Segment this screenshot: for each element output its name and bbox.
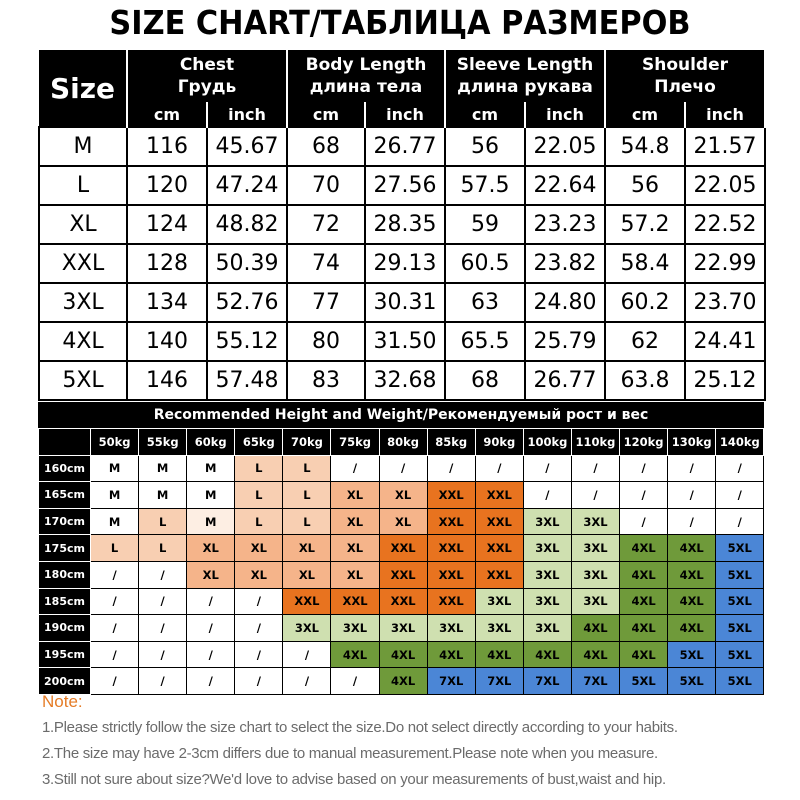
size-recommendation-cell: 4XL	[668, 561, 716, 588]
size-recommendation-cell: 5XL	[716, 615, 764, 642]
measurement-cell: 83	[287, 361, 365, 400]
height-header: 200cm	[39, 668, 91, 695]
unit-header: cm	[605, 102, 685, 127]
measurement-cell: 21.57	[685, 127, 765, 166]
measurement-cell: 60.5	[445, 244, 525, 283]
size-recommendation-cell: L	[235, 455, 283, 482]
size-recommendation-cell: XXL	[475, 508, 523, 535]
size-recommendation-cell: XL	[235, 561, 283, 588]
measurement-cell: 60.2	[605, 283, 685, 322]
size-label: 4XL	[39, 322, 127, 361]
height-row	[39, 455, 764, 482]
size-label: 5XL	[39, 361, 127, 400]
size-recommendation-cell: XXL	[427, 561, 475, 588]
size-row	[39, 361, 765, 400]
measurement-cell: 128	[127, 244, 207, 283]
size-recommendation-cell: /	[235, 668, 283, 695]
size-recommendation-cell: 3XL	[379, 615, 427, 642]
measurement-cell: 70	[287, 166, 365, 205]
measurement-cell: 124	[127, 205, 207, 244]
weight-header: 55kg	[139, 429, 187, 456]
weight-header: 70kg	[283, 429, 331, 456]
size-recommendation-cell: L	[235, 482, 283, 509]
measurement-cell: 68	[287, 127, 365, 166]
height-header: 175cm	[39, 535, 91, 562]
size-recommendation-cell: XXL	[379, 535, 427, 562]
size-recommendation-cell: 4XL	[427, 641, 475, 668]
size-recommendation-cell: /	[139, 615, 187, 642]
size-recommendation-cell: XXL	[379, 561, 427, 588]
size-recommendation-cell: 4XL	[331, 641, 379, 668]
size-recommendation-cell: 3XL	[523, 561, 571, 588]
size-recommendation-cell: L	[283, 508, 331, 535]
measurement-cell: 56	[445, 127, 525, 166]
unit-header: cm	[445, 102, 525, 127]
size-recommendation-cell: /	[91, 588, 139, 615]
height-row	[39, 535, 764, 562]
measurement-cell: 23.70	[685, 283, 765, 322]
size-recommendation-cell: /	[235, 588, 283, 615]
size-recommendation-cell: /	[91, 668, 139, 695]
size-row	[39, 283, 765, 322]
size-recommendation-cell: /	[331, 455, 379, 482]
size-recommendation-cell: /	[668, 482, 716, 509]
corner-cell	[39, 429, 91, 456]
measurement-cell: 30.31	[365, 283, 445, 322]
note-line-3: 3.Still not sure about size?We'd love to advise based on your measurements of bust,waist and hip.	[42, 771, 666, 788]
size-row	[39, 322, 765, 361]
size-recommendation-cell: XXL	[475, 561, 523, 588]
measurement-cell: 57.5	[445, 166, 525, 205]
size-recommendation-cell: /	[668, 455, 716, 482]
unit-header: inch	[365, 102, 445, 127]
note-line-1: 1.Please strictly follow the size chart to select the size.Do not select directly according to your habits.	[42, 719, 678, 736]
weight-header: 50kg	[91, 429, 139, 456]
size-recommendation-cell: /	[427, 455, 475, 482]
measurement-cell: 146	[127, 361, 207, 400]
size-row	[39, 127, 765, 166]
size-recommendation-cell: XL	[331, 508, 379, 535]
size-recommendation-cell: 3XL	[523, 588, 571, 615]
unit-header: inch	[207, 102, 287, 127]
measurement-cell: 25.79	[525, 322, 605, 361]
unit-header: inch	[685, 102, 765, 127]
size-recommendation-cell: 5XL	[716, 668, 764, 695]
size-label: L	[39, 166, 127, 205]
size-recommendation-cell: M	[91, 482, 139, 509]
measurement-cell: 57.2	[605, 205, 685, 244]
measurement-cell: 74	[287, 244, 365, 283]
measurement-cell: 52.76	[207, 283, 287, 322]
size-recommendation-cell: 4XL	[620, 561, 668, 588]
size-recommendation-cell: 4XL	[571, 641, 619, 668]
size-recommendation-cell: /	[187, 641, 235, 668]
measurement-cell: 28.35	[365, 205, 445, 244]
size-recommendation-cell: XXL	[427, 508, 475, 535]
size-recommendation-cell: XXL	[331, 588, 379, 615]
size-recommendation-cell: 3XL	[475, 588, 523, 615]
measurement-cell: 23.23	[525, 205, 605, 244]
size-chart-table	[38, 50, 766, 401]
size-recommendation-cell: XL	[283, 535, 331, 562]
measurement-cell: 48.82	[207, 205, 287, 244]
size-recommendation-cell: /	[91, 641, 139, 668]
size-recommendation-cell: /	[331, 668, 379, 695]
size-recommendation-cell: /	[283, 641, 331, 668]
weight-header: 90kg	[475, 429, 523, 456]
size-recommendation-cell: /	[139, 668, 187, 695]
size-recommendation-cell: M	[139, 482, 187, 509]
size-recommendation-cell: 3XL	[523, 508, 571, 535]
size-recommendation-cell: 5XL	[668, 668, 716, 695]
size-recommendation-cell: 3XL	[571, 535, 619, 562]
size-recommendation-cell: 4XL	[379, 641, 427, 668]
measurement-cell: 23.82	[525, 244, 605, 283]
size-recommendation-cell: /	[620, 455, 668, 482]
measurement-cell: 57.48	[207, 361, 287, 400]
measurement-cell: 50.39	[207, 244, 287, 283]
size-recommendation-cell: /	[379, 455, 427, 482]
size-row	[39, 205, 765, 244]
size-recommendation-cell: 3XL	[283, 615, 331, 642]
size-recommendation-cell: /	[91, 561, 139, 588]
size-recommendation-cell: XL	[283, 561, 331, 588]
size-column-header: Size	[39, 50, 127, 127]
size-recommendation-cell: 4XL	[620, 615, 668, 642]
measurement-cell: 59	[445, 205, 525, 244]
size-recommendation-cell: L	[283, 482, 331, 509]
measurement-cell: 25.12	[685, 361, 765, 400]
measurement-cell: 27.56	[365, 166, 445, 205]
size-recommendation-cell: 4XL	[620, 641, 668, 668]
size-recommendation-cell: XXL	[475, 535, 523, 562]
size-recommendation-cell: /	[475, 455, 523, 482]
size-recommendation-cell: /	[139, 561, 187, 588]
measurement-cell: 80	[287, 322, 365, 361]
size-row	[39, 166, 765, 205]
size-recommendation-cell: /	[620, 482, 668, 509]
size-recommendation-cell: /	[283, 668, 331, 695]
size-recommendation-cell: /	[235, 615, 283, 642]
size-recommendation-cell: 4XL	[620, 535, 668, 562]
size-recommendation-cell: 5XL	[716, 588, 764, 615]
weight-header: 80kg	[379, 429, 427, 456]
size-recommendation-cell: XXL	[427, 535, 475, 562]
measurement-cell: 26.77	[365, 127, 445, 166]
size-recommendation-cell: /	[716, 455, 764, 482]
weight-header: 130kg	[668, 429, 716, 456]
height-row	[39, 615, 764, 642]
height-header: 190cm	[39, 615, 91, 642]
height-row	[39, 668, 764, 695]
size-recommendation-cell: M	[91, 508, 139, 535]
size-recommendation-cell: XL	[187, 535, 235, 562]
size-recommendation-cell: /	[716, 482, 764, 509]
notes-section	[42, 692, 782, 790]
size-recommendation-cell: M	[187, 508, 235, 535]
measurement-cell: 62	[605, 322, 685, 361]
size-recommendation-cell: /	[523, 482, 571, 509]
height-header: 195cm	[39, 641, 91, 668]
page-title: SIZE CHART/ТАБЛИЦА РАЗМЕРОВ	[109, 3, 691, 42]
measurement-cell: 22.52	[685, 205, 765, 244]
size-recommendation-cell: M	[187, 482, 235, 509]
size-label: XXL	[39, 244, 127, 283]
size-recommendation-cell: 3XL	[475, 615, 523, 642]
weight-header: 120kg	[620, 429, 668, 456]
size-recommendation-cell: 4XL	[668, 615, 716, 642]
size-recommendation-cell: /	[235, 641, 283, 668]
measurement-cell: 29.13	[365, 244, 445, 283]
size-recommendation-cell: L	[139, 535, 187, 562]
measurement-cell: 65.5	[445, 322, 525, 361]
size-recommendation-cell: 7XL	[523, 668, 571, 695]
unit-header: inch	[525, 102, 605, 127]
size-recommendation-cell: /	[571, 455, 619, 482]
measurement-cell: 54.8	[605, 127, 685, 166]
size-recommendation-cell: 3XL	[571, 561, 619, 588]
shoulder-header: Shoulder Плечо	[605, 50, 765, 102]
size-recommendation-cell: 3XL	[427, 615, 475, 642]
size-recommendation-cell: 4XL	[620, 588, 668, 615]
recommendation-table	[38, 428, 764, 695]
measurement-cell: 26.77	[525, 361, 605, 400]
measurement-cell: 68	[445, 361, 525, 400]
size-recommendation-cell: 5XL	[716, 561, 764, 588]
size-recommendation-cell: /	[571, 482, 619, 509]
measurement-cell: 77	[287, 283, 365, 322]
size-recommendation-cell: M	[91, 455, 139, 482]
measurement-cell: 24.80	[525, 283, 605, 322]
height-header: 170cm	[39, 508, 91, 535]
weight-header: 65kg	[235, 429, 283, 456]
size-recommendation-cell: L	[91, 535, 139, 562]
size-recommendation-cell: /	[187, 668, 235, 695]
size-recommendation-cell: 4XL	[668, 535, 716, 562]
size-recommendation-cell: 4XL	[571, 615, 619, 642]
height-header: 165cm	[39, 482, 91, 509]
size-recommendation-cell: /	[139, 588, 187, 615]
size-recommendation-cell: /	[668, 508, 716, 535]
size-label: M	[39, 127, 127, 166]
size-recommendation-cell: XXL	[475, 482, 523, 509]
size-recommendation-cell: XL	[331, 561, 379, 588]
size-recommendation-cell: 3XL	[571, 588, 619, 615]
size-recommendation-cell: 3XL	[331, 615, 379, 642]
size-recommendation-cell: XXL	[427, 588, 475, 615]
size-recommendation-cell: /	[91, 615, 139, 642]
size-recommendation-cell: /	[716, 508, 764, 535]
height-row	[39, 588, 764, 615]
size-recommendation-cell: XXL	[427, 482, 475, 509]
chest-header: Chest Грудь	[127, 50, 287, 102]
size-recommendation-cell: /	[187, 615, 235, 642]
size-recommendation-cell: 7XL	[571, 668, 619, 695]
note-line-2: 2.The size may have 2-3cm differs due to manual measurement.Please note when you measure.	[42, 745, 658, 762]
measurement-cell: 56	[605, 166, 685, 205]
size-recommendation-cell: 4XL	[475, 641, 523, 668]
recommendation-title: Recommended Height and Weight/Рекомендуемый рост и вес	[38, 402, 764, 428]
size-recommendation-cell: 3XL	[523, 615, 571, 642]
weight-header: 75kg	[331, 429, 379, 456]
size-recommendation-cell: 7XL	[475, 668, 523, 695]
size-recommendation-cell: XL	[331, 535, 379, 562]
size-label: XL	[39, 205, 127, 244]
weight-header: 100kg	[523, 429, 571, 456]
size-recommendation-cell: XL	[187, 561, 235, 588]
measurement-cell: 134	[127, 283, 207, 322]
measurement-cell: 55.12	[207, 322, 287, 361]
size-recommendation-cell: /	[620, 508, 668, 535]
height-header: 185cm	[39, 588, 91, 615]
measurement-cell: 45.67	[207, 127, 287, 166]
height-header: 160cm	[39, 455, 91, 482]
height-header: 180cm	[39, 561, 91, 588]
measurement-cell: 72	[287, 205, 365, 244]
size-recommendation-cell: /	[523, 455, 571, 482]
body-length-header: Body Length длина тела	[287, 50, 445, 102]
sleeve-length-header: Sleeve Length длина рукава	[445, 50, 605, 102]
size-recommendation-cell: 3XL	[571, 508, 619, 535]
measurement-cell: 24.41	[685, 322, 765, 361]
size-recommendation-cell: M	[187, 455, 235, 482]
size-recommendation-cell: XL	[379, 508, 427, 535]
size-recommendation-cell: XXL	[379, 588, 427, 615]
size-recommendation-cell: XL	[331, 482, 379, 509]
size-recommendation-cell: L	[139, 508, 187, 535]
notes-title: Note:	[42, 692, 83, 711]
measurement-cell: 22.05	[525, 127, 605, 166]
recommendation-section	[38, 402, 764, 695]
size-recommendation-cell: /	[139, 641, 187, 668]
measurement-cell: 58.4	[605, 244, 685, 283]
measurement-cell: 63	[445, 283, 525, 322]
size-recommendation-cell: L	[283, 455, 331, 482]
size-recommendation-cell: XXL	[283, 588, 331, 615]
size-recommendation-cell: 4XL	[523, 641, 571, 668]
size-recommendation-cell: M	[139, 455, 187, 482]
size-recommendation-cell: 5XL	[668, 641, 716, 668]
measurement-cell: 120	[127, 166, 207, 205]
size-recommendation-cell: 5XL	[716, 535, 764, 562]
size-recommendation-cell: L	[235, 508, 283, 535]
size-recommendation-cell: 3XL	[523, 535, 571, 562]
size-row	[39, 244, 765, 283]
weight-header: 60kg	[187, 429, 235, 456]
height-row	[39, 561, 764, 588]
weight-header: 140kg	[716, 429, 764, 456]
size-recommendation-cell: XL	[379, 482, 427, 509]
measurement-cell: 32.68	[365, 361, 445, 400]
size-label: 3XL	[39, 283, 127, 322]
size-recommendation-cell: 5XL	[716, 641, 764, 668]
size-recommendation-cell: 7XL	[427, 668, 475, 695]
measurement-cell: 22.05	[685, 166, 765, 205]
measurement-cell: 22.64	[525, 166, 605, 205]
unit-header: cm	[287, 102, 365, 127]
size-recommendation-cell: XL	[235, 535, 283, 562]
measurement-cell: 116	[127, 127, 207, 166]
measurement-cell: 63.8	[605, 361, 685, 400]
height-row	[39, 482, 764, 509]
size-recommendation-cell: 4XL	[379, 668, 427, 695]
height-row	[39, 508, 764, 535]
height-row	[39, 641, 764, 668]
measurement-cell: 22.99	[685, 244, 765, 283]
measurement-cell: 31.50	[365, 322, 445, 361]
size-recommendation-cell: 5XL	[620, 668, 668, 695]
measurement-cell: 140	[127, 322, 207, 361]
unit-header: cm	[127, 102, 207, 127]
size-recommendation-cell: /	[187, 588, 235, 615]
weight-header: 110kg	[571, 429, 619, 456]
size-recommendation-cell: 4XL	[668, 588, 716, 615]
weight-header: 85kg	[427, 429, 475, 456]
measurement-cell: 47.24	[207, 166, 287, 205]
